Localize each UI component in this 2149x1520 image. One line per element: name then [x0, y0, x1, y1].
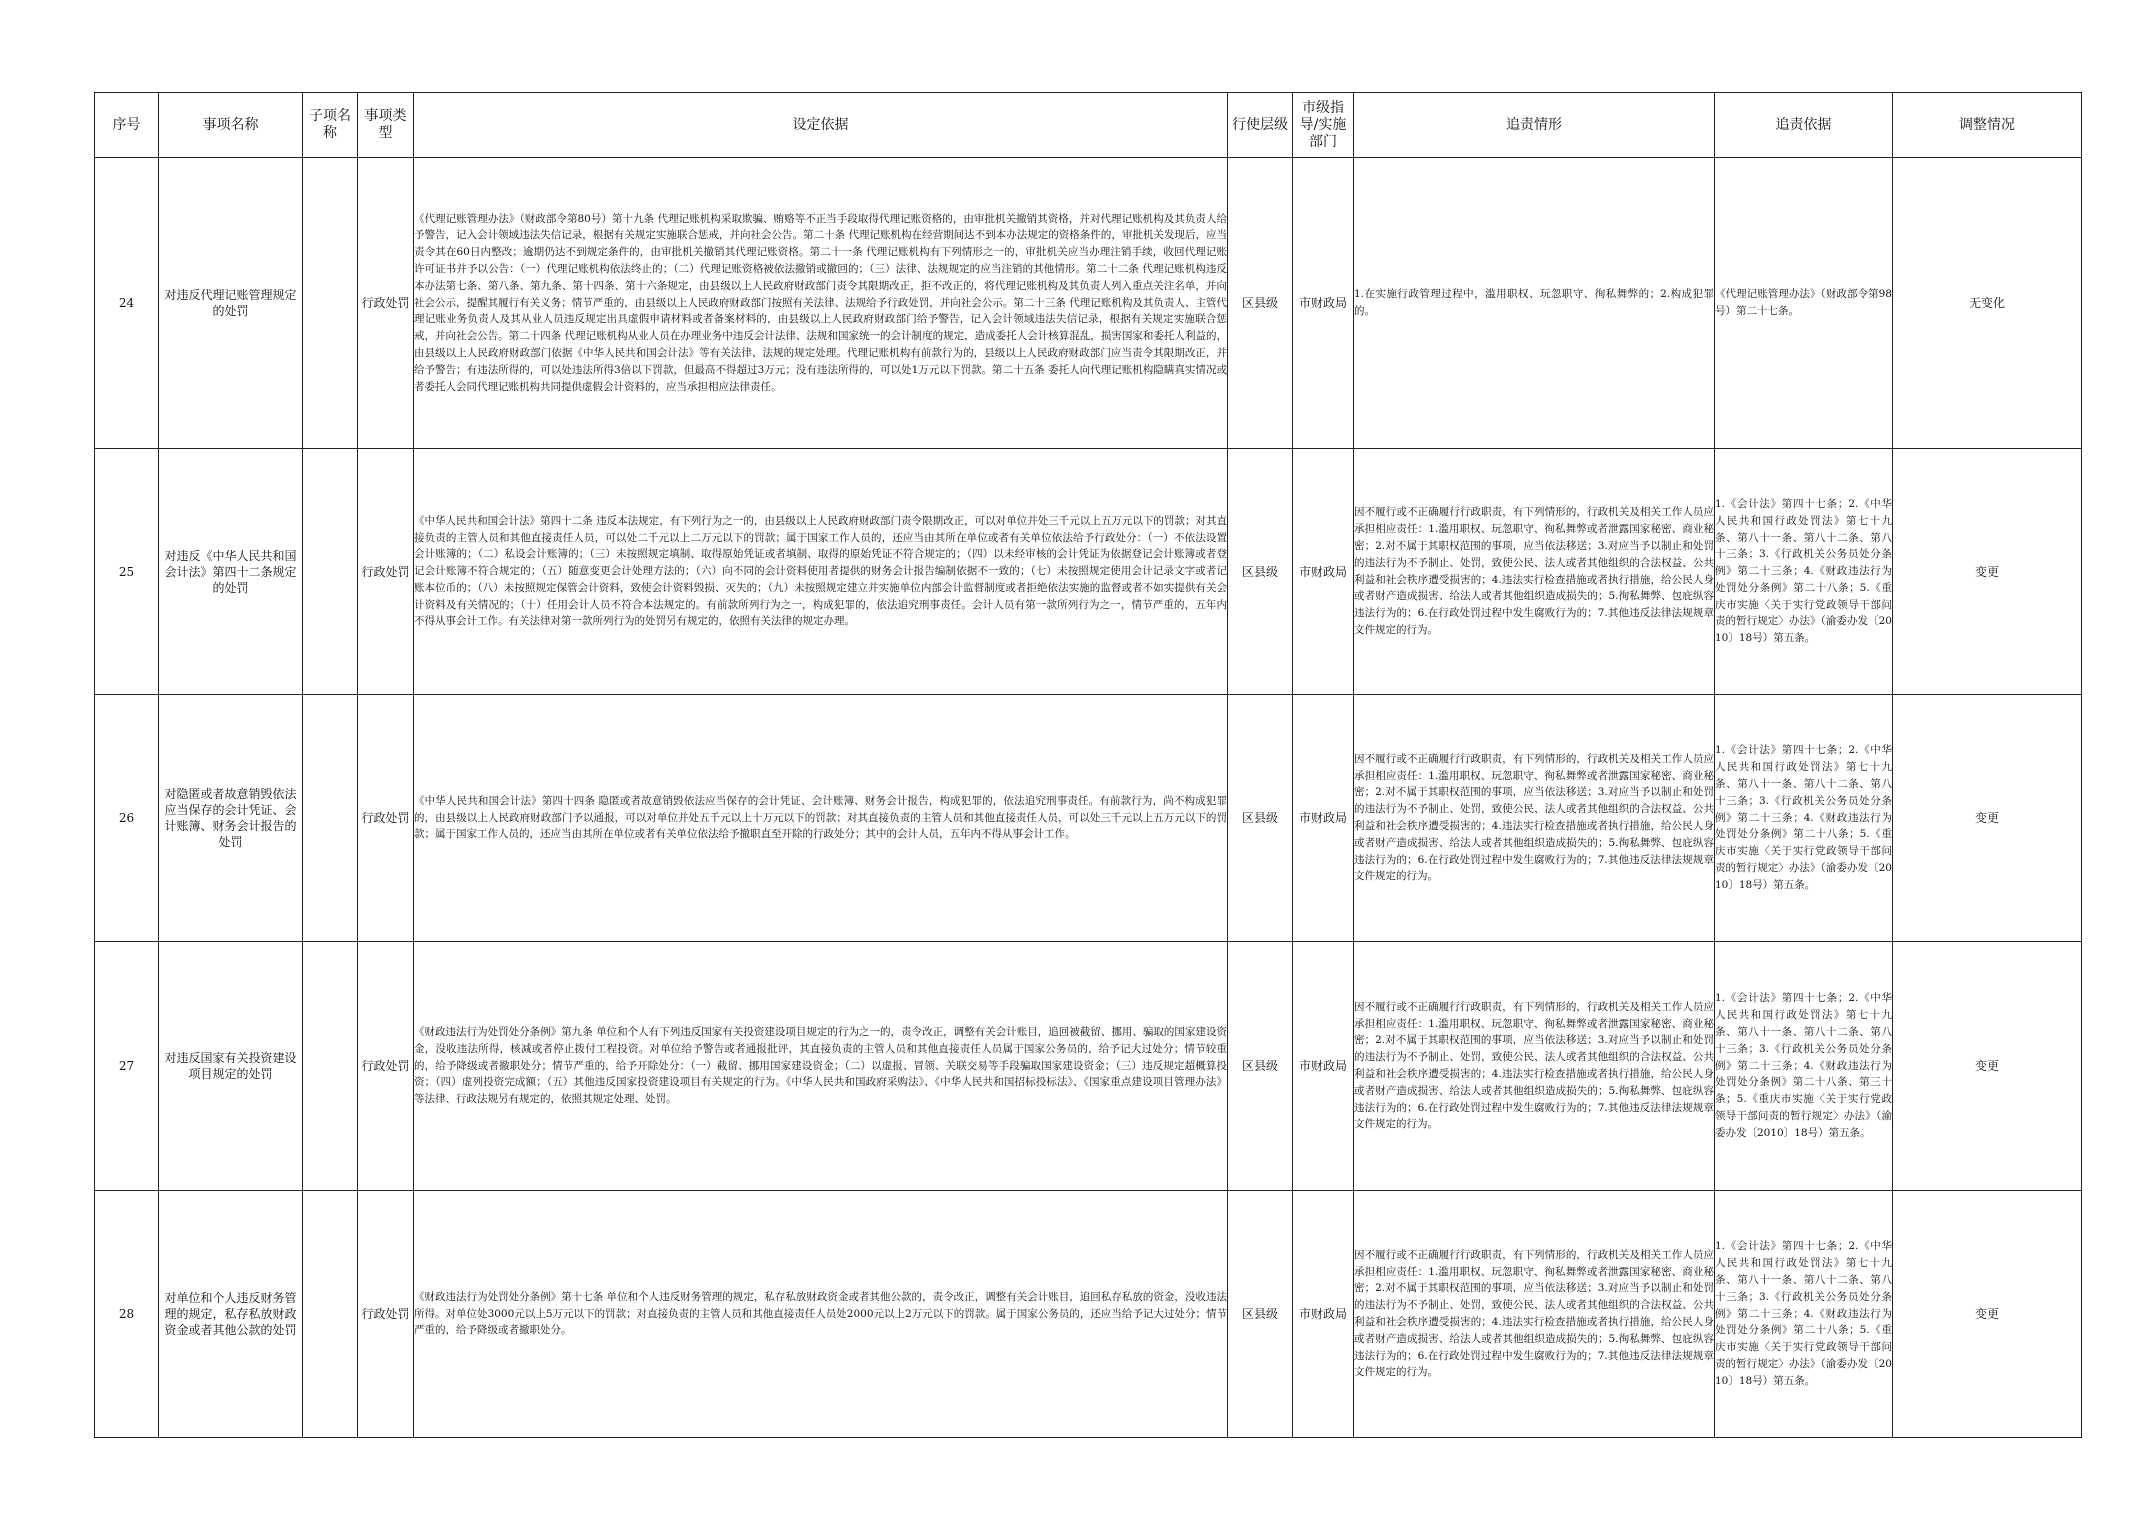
cell-adjust: 变更 — [1893, 449, 2082, 695]
cell-level: 区县级 — [1228, 942, 1293, 1191]
cell-adjust: 无变化 — [1893, 158, 2082, 449]
header-adjust: 调整情况 — [1893, 93, 2082, 158]
cell-basis: 《中华人民共和国会计法》第四十二条 违反本法规定，有下列行为之一的，由县级以上人民政府财政部门责令限期改正，可以对单位并处三千元以上五万元以下的罚款；对其直接负责的主管人员和其他直接责任人员，可以处二千元以上二万元以下的罚款；属于国家工作人员的，还应当由其所在单位或者有关单位依法给予行政处分：（一）不依法设置会计账簿的；（二）私设会计账簿的；（三）未按照规定填制、取得原始凭证或者填制、取得的原始凭证不符合规定的；（四）以未经审核的会计凭证为依据登记会计账簿或者登记会计账簿不符合规定的；（五）随意变更会计处理方法的；（六）向不同的会计资料使用者提供的财务会计报告编制依据不一致的；（七）未按照规定使用会计记录文字或者记账本位币的；（八）未按照规定保管会计资料，致使会计资料毁损、灭失的；（九）未按照规定建立并实施单位内部会计监督制度或者拒绝依法实施的监督或者不如实提供有关会计资料及有关情况的；（十）任用会计人员不符合本法规定的。有前款所列行为之一，构成犯罪的，依法追究刑事责任。会计人员有第一款所列行为之一，情节严重的，五年内不得从事会计工作。有关法律对第一款所列行为的处罚另有规定的，依照有关法律的规定办理。 — [414, 449, 1228, 695]
cell-ref: 《代理记账管理办法》（财政部令第98号）第二十七条。 — [1715, 158, 1893, 449]
cell-name: 对单位和个人违反财务管理的规定，私存私放财政资金或者其他公款的处罚 — [159, 1191, 303, 1438]
cell-resp: 1.在实施行政管理过程中，滥用职权、玩忽职守、徇私舞弊的；2.构成犯罪的。 — [1354, 158, 1715, 449]
cell-type: 行政处罚 — [358, 1191, 414, 1438]
header-dept: 市级指导/实施部门 — [1293, 93, 1354, 158]
cell-ref: 1.《会计法》第四十七条；2.《中华人民共和国行政处罚法》第七十九条、第八十一条、第八十二条、第八十三条；3.《行政机关公务员处分条例》第二十三条；4.《财政违法行为处罚处分条例》第二十八条；5.《重庆市实施〈关于实行党政领导干部问责的暂行规定〉办法》（渝委办发〔2010〕18号）第五条。 — [1715, 695, 1893, 942]
cell-basis: 《财政违法行为处罚处分条例》第九条 单位和个人有下列违反国家有关投资建设项目规定的行为之一的，责令改正，调整有关会计账目，追回被截留、挪用、骗取的国家建设资金，没收违法所得，核减或者停止拨付工程投资。对单位给予警告或者通报批评，其直接负责的主管人员和其他直接责任人员属于国家公务员的，给予记大过处分；情节较重的，给予降级或者撤职处分；情节严重的，给予开除处分：（一）截留、挪用国家建设资金；（二）以虚报、冒领、关联交易等手段骗取国家建设资金；（三）违反规定超概算投资；（四）虚列投资完成额；（五）其他违反国家投资建设项目有关规定的行为。《中华人民共和国政府采购法》、《中华人民共和国招标投标法》、《国家重点建设项目管理办法》等法律、行政法规另有规定的，依照其规定处理、处罚。 — [414, 942, 1228, 1191]
table-row — [95, 158, 2082, 449]
cell-resp: 因不履行或不正确履行行政职责，有下列情形的，行政机关及相关工作人员应承担相应责任：1.滥用职权、玩忽职守、徇私舞弊或者泄露国家秘密、商业秘密；2.对不属于其职权范围的事项，应当依法移送；3.对应当予以制止和处罚的违法行为不予制止、处罚，致使公民、法人或者其他组织的合法权益、公共利益和社会秩序遭受损害的；4.违法实行检查措施或者执行措施，给公民人身或者财产造成损害、给法人或者其他组织造成损失的；5.徇私舞弊、包庇纵容违法行为的；6.在行政处罚过程中发生腐败行为的；7.其他违反法律法规规章文件规定的行为。 — [1354, 942, 1715, 1191]
cell-type: 行政处罚 — [358, 449, 414, 695]
header-basis: 设定依据 — [414, 93, 1228, 158]
cell-dept: 市财政局 — [1293, 158, 1354, 449]
table-row — [95, 1191, 2082, 1438]
header-sub: 子项名称 — [303, 93, 358, 158]
cell-no: 26 — [95, 695, 159, 942]
cell-sub — [303, 158, 358, 449]
cell-sub — [303, 695, 358, 942]
cell-dept: 市财政局 — [1293, 942, 1354, 1191]
cell-basis: 《中华人民共和国会计法》第四十四条 隐匿或者故意销毁依法应当保存的会计凭证、会计账簿、财务会计报告，构成犯罪的，依法追究刑事责任。有前款行为，尚不构成犯罪的，由县级以上人民政府财政部门予以通报，可以对单位并处五千元以上十万元以下的罚款；对其直接负责的主管人员和其他直接责任人员，可以处三千元以上五万元以下的罚款；属于国家工作人员的，还应当由其所在单位或者有关单位依法给予撤职直至开除的行政处分；其中的会计人员，五年内不得从事会计工作。 — [414, 695, 1228, 942]
cell-basis: 《财政违法行为处罚处分条例》第十七条 单位和个人违反财务管理的规定，私存私放财政资金或者其他公款的，责令改正，调整有关会计账目，追回私存私放的资金，没收违法所得。对单位处3000元以上5万元以下的罚款；对直接负责的主管人员和其他直接责任人员处2000元以上2万元以下的罚款。属于国家公务员的，还应当给予记大过处分；情节严重的，给予降级或者撤职处分。 — [414, 1191, 1228, 1438]
cell-type: 行政处罚 — [358, 942, 414, 1191]
cell-name: 对违反国家有关投资建设项目规定的处罚 — [159, 942, 303, 1191]
cell-resp: 因不履行或不正确履行行政职责，有下列情形的，行政机关及相关工作人员应承担相应责任：1.滥用职权、玩忽职守、徇私舞弊或者泄露国家秘密、商业秘密；2.对不属于其职权范围的事项，应当依法移送；3.对应当予以制止和处罚的违法行为不予制止、处罚，致使公民、法人或者其他组织的合法权益、公共利益和社会秩序遭受损害的；4.违法实行检查措施或者执行措施，给公民人身或者财产造成损害、给法人或者其他组织造成损失的；5.徇私舞弊、包庇纵容违法行为的；6.在行政处罚过程中发生腐败行为的；7.其他违反法律法规规章文件规定的行为。 — [1354, 1191, 1715, 1438]
cell-sub — [303, 1191, 358, 1438]
cell-resp: 因不履行或不正确履行行政职责，有下列情形的，行政机关及相关工作人员应承担相应责任：1.滥用职权、玩忽职守、徇私舞弊或者泄露国家秘密、商业秘密；2.对不属于其职权范围的事项，应当依法移送；3.对应当予以制止和处罚的违法行为不予制止、处罚，致使公民、法人或者其他组织的合法权益、公共利益和社会秩序遭受损害的；4.违法实行检查措施或者执行措施，给公民人身或者财产造成损害、给法人或者其他组织造成损失的；5.徇私舞弊、包庇纵容违法行为的；6.在行政处罚过程中发生腐败行为的；7.其他违反法律法规规章文件规定的行为。 — [1354, 695, 1715, 942]
table-row — [95, 449, 2082, 695]
header-no: 序号 — [95, 93, 159, 158]
cell-name: 对隐匿或者故意销毁依法应当保存的会计凭证、会计账簿、财务会计报告的处罚 — [159, 695, 303, 942]
cell-resp: 因不履行或不正确履行行政职责，有下列情形的，行政机关及相关工作人员应承担相应责任：1.滥用职权、玩忽职守、徇私舞弊或者泄露国家秘密、商业秘密；2.对不属于其职权范围的事项，应当依法移送；3.对应当予以制止和处罚的违法行为不予制止、处罚，致使公民、法人或者其他组织的合法权益、公共利益和社会秩序遭受损害的；4.违法实行检查措施或者执行措施，给公民人身或者财产造成损害、给法人或者其他组织造成损失的；5.徇私舞弊、包庇纵容违法行为的；6.在行政处罚过程中发生腐败行为的；7.其他违反法律法规规章文件规定的行为。 — [1354, 449, 1715, 695]
table-row — [95, 942, 2082, 1191]
cell-dept: 市财政局 — [1293, 695, 1354, 942]
cell-adjust: 变更 — [1893, 942, 2082, 1191]
cell-name: 对违反代理记账管理规定的处罚 — [159, 158, 303, 449]
cell-ref: 1.《会计法》第四十七条；2.《中华人民共和国行政处罚法》第七十九条、第八十一条、第八十二条、第八十三条；3.《行政机关公务员处分条例》第二十三条；4.《财政违法行为处罚处分条例》第二十八条；5.《重庆市实施〈关于实行党政领导干部问责的暂行规定〉办法》（渝委办发〔2010〕18号）第五条。 — [1715, 1191, 1893, 1438]
cell-ref: 1.《会计法》第四十七条；2.《中华人民共和国行政处罚法》第七十九条、第八十一条、第八十二条、第八十三条；3.《行政机关公务员处分条例》第二十三条；4.《财政违法行为处罚处分条例》第二十八条、第三十条；5.《重庆市实施〈关于实行党政领导干部问责的暂行规定〉办法》（渝委办发〔2010〕18号）第五条。 — [1715, 942, 1893, 1191]
cell-adjust: 变更 — [1893, 1191, 2082, 1438]
cell-no: 28 — [95, 1191, 159, 1438]
cell-no: 25 — [95, 449, 159, 695]
cell-dept: 市财政局 — [1293, 449, 1354, 695]
table-row — [95, 695, 2082, 942]
cell-ref: 1.《会计法》第四十七条；2.《中华人民共和国行政处罚法》第七十九条、第八十一条、第八十二条、第八十三条；3.《行政机关公务员处分条例》第二十三条；4.《财政违法行为处罚处分条例》第二十八条；5.《重庆市实施〈关于实行党政领导干部问责的暂行规定〉办法》（渝委办发〔2010〕18号）第五条。 — [1715, 449, 1893, 695]
cell-type: 行政处罚 — [358, 695, 414, 942]
cell-dept: 市财政局 — [1293, 1191, 1354, 1438]
power-list-table — [94, 92, 2082, 1438]
cell-basis: 《代理记账管理办法》（财政部令第80号）第十九条 代理记账机构采取欺骗、贿赂等不正当手段取得代理记账资格的，由审批机关撤销其资格，并对代理记账机构及其负责人给予警告，记入会计领域违法失信记录，根据有关规定实施联合惩戒，并向社会公告。第二十条 代理记账机构在经营期间达不到本办法规定的资格条件的，审批机关发现后，应当责令其在60日内整改；逾期仍达不到规定条件的，由审批机关撤销其代理记账资格。第二十一条 代理记账机构有下列情形之一的，审批机关应当办理注销手续，收回代理记账许可证书并予以公告：（一）代理记账机构依法终止的；（二）代理记账资格被依法撤销或撤回的；（三）法律、法规规定的应当注销的其他情形。第二十二条 代理记账机构违反本办法第七条、第八条、第九条、第十四条、第十六条规定，由县级以上人民政府财政部门责令其限期改正，拒不改正的，将代理记账机构及其负责人列入重点关注名单，并向社会公示，提醒其履行有关义务；情节严重的，由县级以上人民政府财政部门按照有关法律、法规给予行政处罚，并向社会公示。第二十三条 代理记账机构及其负责人、主管代理记账业务负责人及其从业人员违反规定出具虚假申请材料或者备案材料的，由县级以上人民政府财政部门给予警告，记入会计领域违法失信记录，根据有关规定实施联合惩戒，并向社会公告。第二十四条 代理记账机构从业人员在办理业务中违反会计法律、法规和国家统一的会计制度的规定，造成委托人会计核算混乱，损害国家和委托人利益的，由县级以上人民政府财政部门依据《中华人民共和国会计法》等有关法律、法规的规定处理。代理记账机构有前款行为的，县级以上人民政府财政部门应当责令其限期改正，并给予警告；有违法所得的，可以处违法所得3倍以下罚款，但最高不得超过3万元；没有违法所得的，可以处1万元以下罚款。第二十五条 委托人向代理记账机构隐瞒真实情况或者委托人会同代理记账机构共同提供虚假会计资料的，应当承担相应法律责任。 — [414, 158, 1228, 449]
cell-name: 对违反《中华人民共和国会计法》第四十二条规定的处罚 — [159, 449, 303, 695]
cell-no: 24 — [95, 158, 159, 449]
header-ref: 追责依据 — [1715, 93, 1893, 158]
cell-level: 区县级 — [1228, 1191, 1293, 1438]
cell-level: 区县级 — [1228, 158, 1293, 449]
cell-sub — [303, 942, 358, 1191]
cell-level: 区县级 — [1228, 695, 1293, 942]
cell-adjust: 变更 — [1893, 695, 2082, 942]
header-name: 事项名称 — [159, 93, 303, 158]
cell-sub — [303, 449, 358, 695]
header-level: 行使层级 — [1228, 93, 1293, 158]
header-resp: 追责情形 — [1354, 93, 1715, 158]
header-row — [95, 93, 2082, 158]
cell-level: 区县级 — [1228, 449, 1293, 695]
cell-type: 行政处罚 — [358, 158, 414, 449]
header-type: 事项类型 — [358, 93, 414, 158]
cell-no: 27 — [95, 942, 159, 1191]
